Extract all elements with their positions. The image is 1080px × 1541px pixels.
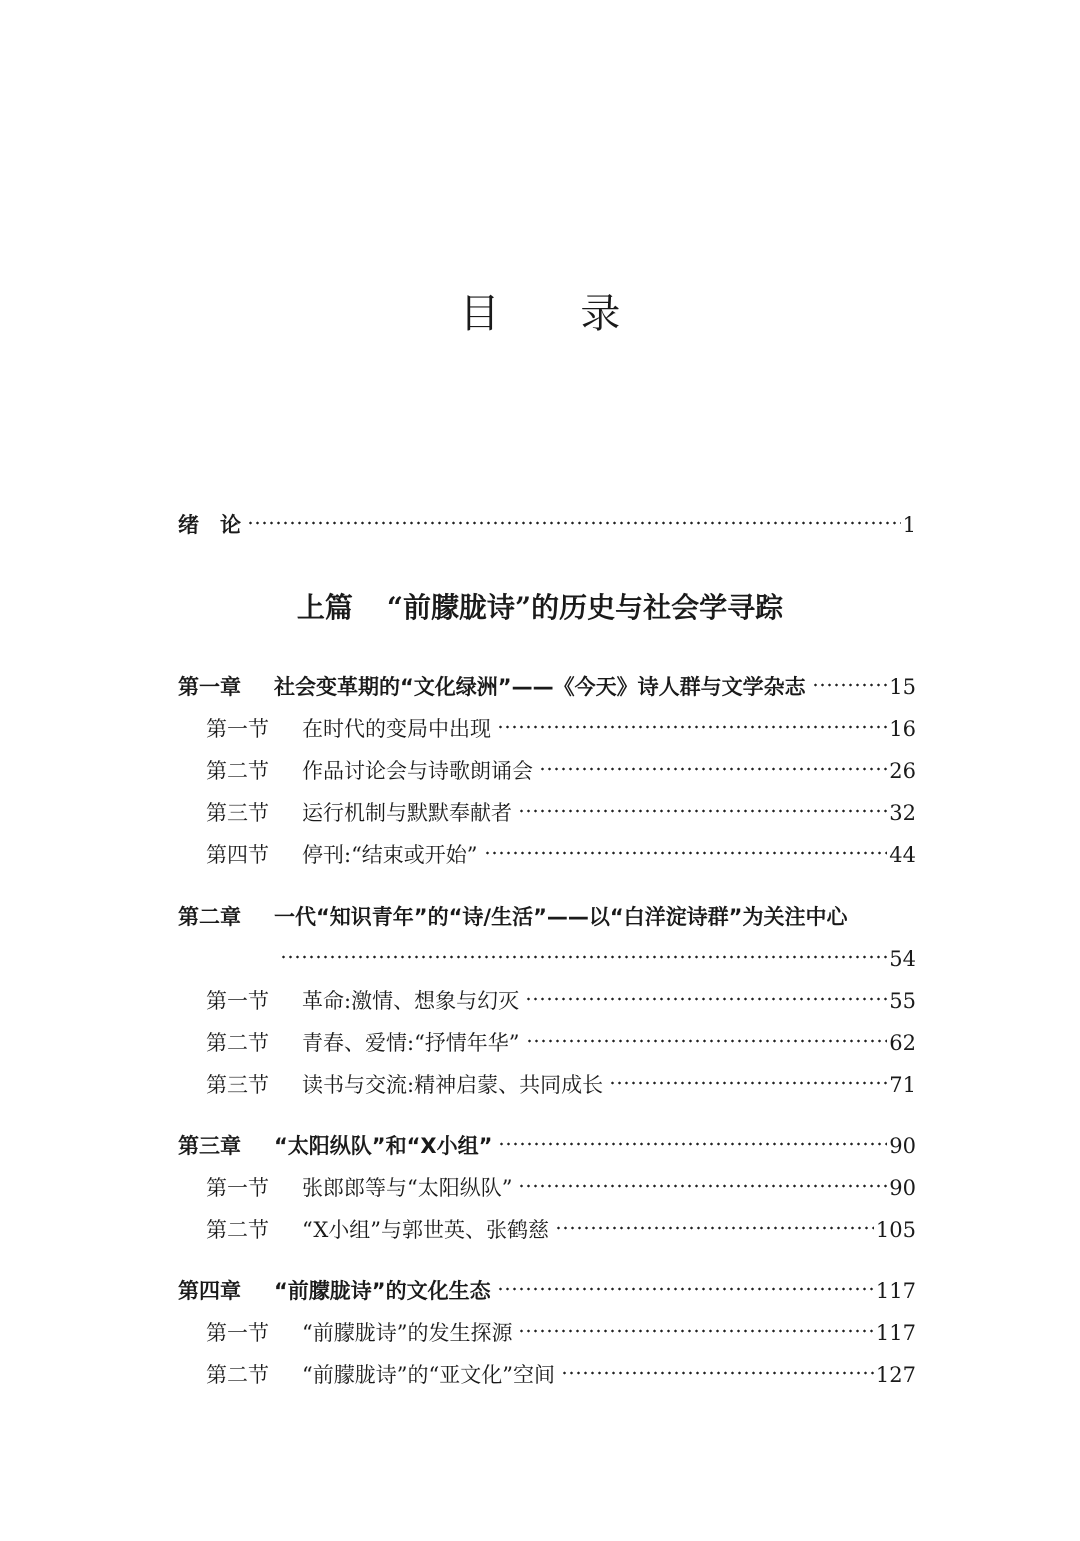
leader-dots bbox=[497, 716, 887, 738]
chapter-page: 117 bbox=[875, 1279, 916, 1303]
section-page: 105 bbox=[875, 1218, 916, 1242]
chapter-number: 第三章 bbox=[178, 1134, 241, 1158]
chapter-page: 54 bbox=[889, 947, 916, 971]
leader-dots bbox=[280, 946, 887, 968]
section-title: “前朦胧诗”的发生探源 bbox=[302, 1321, 513, 1345]
section-title: 读书与交流:精神启蒙、共同成长 bbox=[302, 1073, 604, 1097]
leader-dots bbox=[526, 1030, 888, 1052]
leader-dots bbox=[518, 1175, 887, 1197]
section-page: 44 bbox=[889, 843, 916, 867]
section-number: 第一节 bbox=[206, 717, 269, 741]
section-title: 张郎郎等与“太阳纵队” bbox=[302, 1176, 513, 1200]
leader-dots bbox=[525, 988, 887, 1010]
section-title: 停刊:“结束或开始” bbox=[302, 843, 478, 867]
section-page: 127 bbox=[875, 1363, 916, 1387]
toc-entry-section[interactable] bbox=[206, 794, 916, 828]
section-number: 第一节 bbox=[206, 1321, 269, 1345]
intro-label: 绪 论 bbox=[178, 513, 241, 537]
chapter-title: “前朦胧诗”的文化生态 bbox=[274, 1279, 491, 1303]
part-label: 上篇 bbox=[296, 591, 353, 624]
chapter-title: 一代“知识青年”的“诗/生活”——以“白洋淀诗群”为关注中心 bbox=[274, 905, 848, 929]
toc-entry-intro[interactable] bbox=[178, 506, 916, 540]
section-number: 第二节 bbox=[206, 1218, 269, 1242]
section-page: 32 bbox=[889, 801, 916, 825]
section-page: 55 bbox=[889, 989, 916, 1013]
toc-entry-section[interactable] bbox=[206, 836, 916, 870]
part-heading bbox=[0, 586, 1080, 626]
chapter-number: 第一章 bbox=[178, 675, 241, 699]
chapter-title: “太阳纵队”和“X小组” bbox=[274, 1134, 493, 1158]
toc-entry-chapter-4[interactable] bbox=[178, 1272, 916, 1306]
section-title: 在时代的变局中出现 bbox=[302, 717, 491, 741]
section-number: 第一节 bbox=[206, 1176, 269, 1200]
leader-dots bbox=[539, 758, 887, 780]
intro-page: 1 bbox=[902, 513, 916, 537]
leader-dots bbox=[609, 1072, 887, 1094]
toc-entry-section[interactable] bbox=[206, 1024, 916, 1058]
section-number: 第三节 bbox=[206, 1073, 269, 1097]
section-title: 青春、爱情:“抒情年华” bbox=[302, 1031, 520, 1055]
toc-entry-chapter-2[interactable] bbox=[178, 898, 916, 932]
leader-dots bbox=[497, 1278, 874, 1300]
toc-entry-chapter-1[interactable] bbox=[178, 668, 916, 702]
section-page: 117 bbox=[875, 1321, 916, 1345]
part-title: “前朦胧诗”的历史与社会学寻踪 bbox=[386, 591, 784, 624]
toc-entry-section[interactable] bbox=[206, 1356, 916, 1390]
section-title: 作品讨论会与诗歌朗诵会 bbox=[302, 759, 533, 783]
section-page: 71 bbox=[889, 1073, 916, 1097]
leader-dots bbox=[561, 1362, 874, 1384]
chapter-number: 第四章 bbox=[178, 1279, 241, 1303]
leader-dots bbox=[247, 512, 901, 534]
section-page: 62 bbox=[889, 1031, 916, 1055]
chapter-page: 90 bbox=[889, 1134, 916, 1158]
section-title: “X小组”与郭世英、张鹤慈 bbox=[302, 1218, 550, 1242]
section-page: 16 bbox=[889, 717, 916, 741]
section-number: 第二节 bbox=[206, 1031, 269, 1055]
toc-entry-section[interactable] bbox=[206, 1169, 916, 1203]
section-number: 第四节 bbox=[206, 843, 269, 867]
section-number: 第二节 bbox=[206, 1363, 269, 1387]
toc-entry-section[interactable] bbox=[206, 1066, 916, 1100]
toc-entry-chapter-2-page[interactable] bbox=[178, 940, 916, 974]
toc-entry-section[interactable] bbox=[206, 710, 916, 744]
section-title: “前朦胧诗”的“亚文化”空间 bbox=[302, 1363, 555, 1387]
chapter-page: 15 bbox=[889, 675, 916, 699]
leader-dots bbox=[812, 674, 888, 696]
section-number: 第二节 bbox=[206, 759, 269, 783]
toc-entry-section[interactable] bbox=[206, 1314, 916, 1348]
toc-entry-section[interactable] bbox=[206, 1211, 916, 1245]
section-page: 26 bbox=[889, 759, 916, 783]
leader-dots bbox=[498, 1133, 887, 1155]
page-title: 目 录 bbox=[459, 291, 655, 337]
section-page: 90 bbox=[889, 1176, 916, 1200]
leader-dots bbox=[555, 1217, 874, 1239]
section-title: 革命:激情、想象与幻灭 bbox=[302, 989, 520, 1013]
leader-dots bbox=[484, 842, 888, 864]
leader-dots bbox=[518, 800, 887, 822]
section-title: 运行机制与默默奉献者 bbox=[302, 801, 512, 825]
section-number: 第一节 bbox=[206, 989, 269, 1013]
chapter-number: 第二章 bbox=[178, 905, 241, 929]
toc-entry-section[interactable] bbox=[206, 752, 916, 786]
chapter-title: 社会变革期的“文化绿洲”——《今天》诗人群与文学杂志 bbox=[274, 675, 806, 699]
toc-entry-section[interactable] bbox=[206, 982, 916, 1016]
section-number: 第三节 bbox=[206, 801, 269, 825]
toc-entry-chapter-3[interactable] bbox=[178, 1127, 916, 1161]
leader-dots bbox=[518, 1320, 873, 1342]
